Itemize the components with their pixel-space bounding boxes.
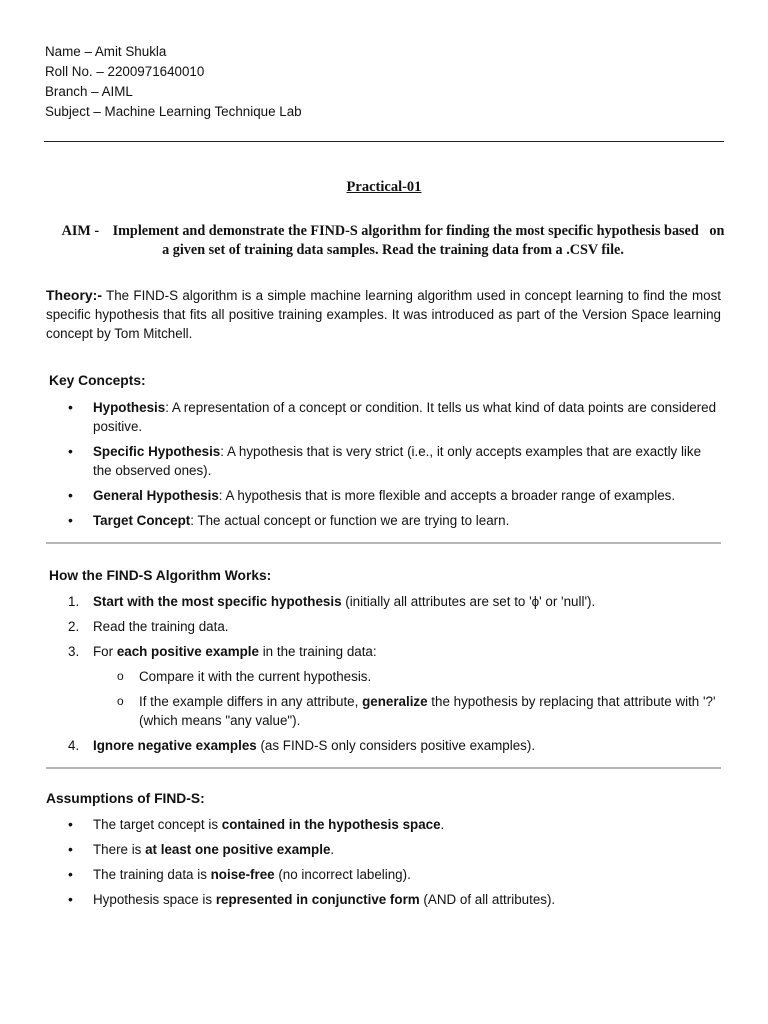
concept-desc: : A representation of a concept or condition. It tells us what kind of data points are considered positive. [93,400,717,434]
theory-label: Theory:- [46,287,102,303]
concept-desc: : A hypothesis that is more flexible and accepts a broader range of examples. [218,488,676,503]
step-number: 2. [68,619,80,634]
concept-term: Hypothesis [93,400,166,415]
sub-step-text: the hypothesis by replacing that attribute with '?' (which means "any value"). [139,694,716,728]
list-item [68,617,718,636]
step-text: (as FIND-S only considers positive examples). [256,738,536,753]
bullet-marker: • [68,866,73,882]
assumption-bold: represented in conjunctive form [215,892,420,907]
aim-text: Implement and demonstrate the FIND-S algorithm for finding the most specific hypothesis based on a given set of training data samples. Read the training data from a .CSV file. [112,223,725,258]
key-concepts-list [68,398,718,536]
concept-term: Target Concept [93,513,191,528]
assumption-text: (no incorrect labeling). [274,867,411,882]
bullet-marker: • [68,487,73,503]
step-number: 4. [68,738,80,753]
assumption-bold: contained in the hypothesis space [221,817,441,832]
key-concepts-title: Key Concepts: [49,373,146,388]
assumption-text: . [440,817,445,832]
header-divider [44,141,724,142]
aim-label: AIM - [61,223,100,239]
assumptions-title: Assumptions of FIND-S: [46,791,205,806]
list-item [68,398,718,436]
how-it-works-title: How the FIND-S Algorithm Works: [49,568,272,583]
step-text: (initially all attributes are set to 'ϕ' or 'null'). [341,594,596,609]
list-item [68,442,718,480]
theory-paragraph [46,286,721,343]
aim-statement [60,222,726,260]
practical-title: Practical-01 [346,179,422,195]
concept-term: General Hypothesis [93,488,219,503]
step-number: 3. [68,644,80,659]
bullet-marker: • [68,816,73,832]
student-name: Name – Amit Shukla [45,44,167,59]
student-info [45,42,302,122]
bullet-marker: • [68,399,73,415]
list-item [68,815,718,834]
sub-bullet-marker: o [117,694,124,708]
section-divider [46,542,721,544]
list-item [68,642,718,730]
bullet-marker: • [68,443,73,459]
list-item [68,890,718,909]
step-text: in the training data: [258,644,377,659]
branch: Branch – AIML [45,84,133,99]
assumption-text: There is [93,842,146,857]
section-divider [46,767,721,769]
assumption-text: . [330,842,335,857]
list-item [68,840,718,859]
step-bold: Start with the most specific hypothesis [93,594,342,609]
step-bold: Ignore negative examples [93,738,257,753]
assumption-text: The target concept is [93,817,222,832]
bullet-marker: • [68,841,73,857]
sub-bullet-marker: o [117,669,124,683]
list-item [68,511,718,530]
assumption-bold: at least one positive example [145,842,331,857]
step-number: 1. [68,594,80,609]
step-text: For [93,644,117,659]
list-item [68,592,718,611]
list-item [68,736,718,755]
sub-step-text: If the example differs in any attribute, [139,694,363,709]
theory-text: The FIND-S algorithm is a simple machine learning algorithm used in concept learning to find the most specific hypothesis that fits all positive training examples. It was introduced as part of the Version Space learning concept by Tom Mitchell. [46,288,721,341]
sub-step-text: Compare it with the current hypothesis. [139,669,372,684]
sub-list-item [117,667,718,686]
assumption-bold: noise-free [210,867,275,882]
sub-step-bold: generalize [362,694,428,709]
list-item [68,865,718,884]
concept-desc: : The actual concept or function we are trying to learn. [190,513,510,528]
roll-number: Roll No. – 2200971640010 [45,64,205,79]
concept-term: Specific Hypothesis [93,444,221,459]
list-item [68,486,718,505]
step-bold: each positive example [116,644,259,659]
assumption-text: (AND of all attributes). [419,892,556,907]
assumption-text: Hypothesis space is [93,892,216,907]
sub-steps-list [93,667,718,730]
step-text: Read the training data. [93,619,229,634]
subject: Subject – Machine Learning Technique Lab [45,104,302,119]
sub-list-item [117,692,718,730]
assumption-text: The training data is [93,867,211,882]
bullet-marker: • [68,512,73,528]
bullet-marker: • [68,891,73,907]
concept-desc: : A hypothesis that is very strict (i.e., it only accepts examples that are exactly like the observed ones). [93,444,702,478]
assumptions-list [68,815,718,915]
algorithm-steps-list [68,592,718,761]
